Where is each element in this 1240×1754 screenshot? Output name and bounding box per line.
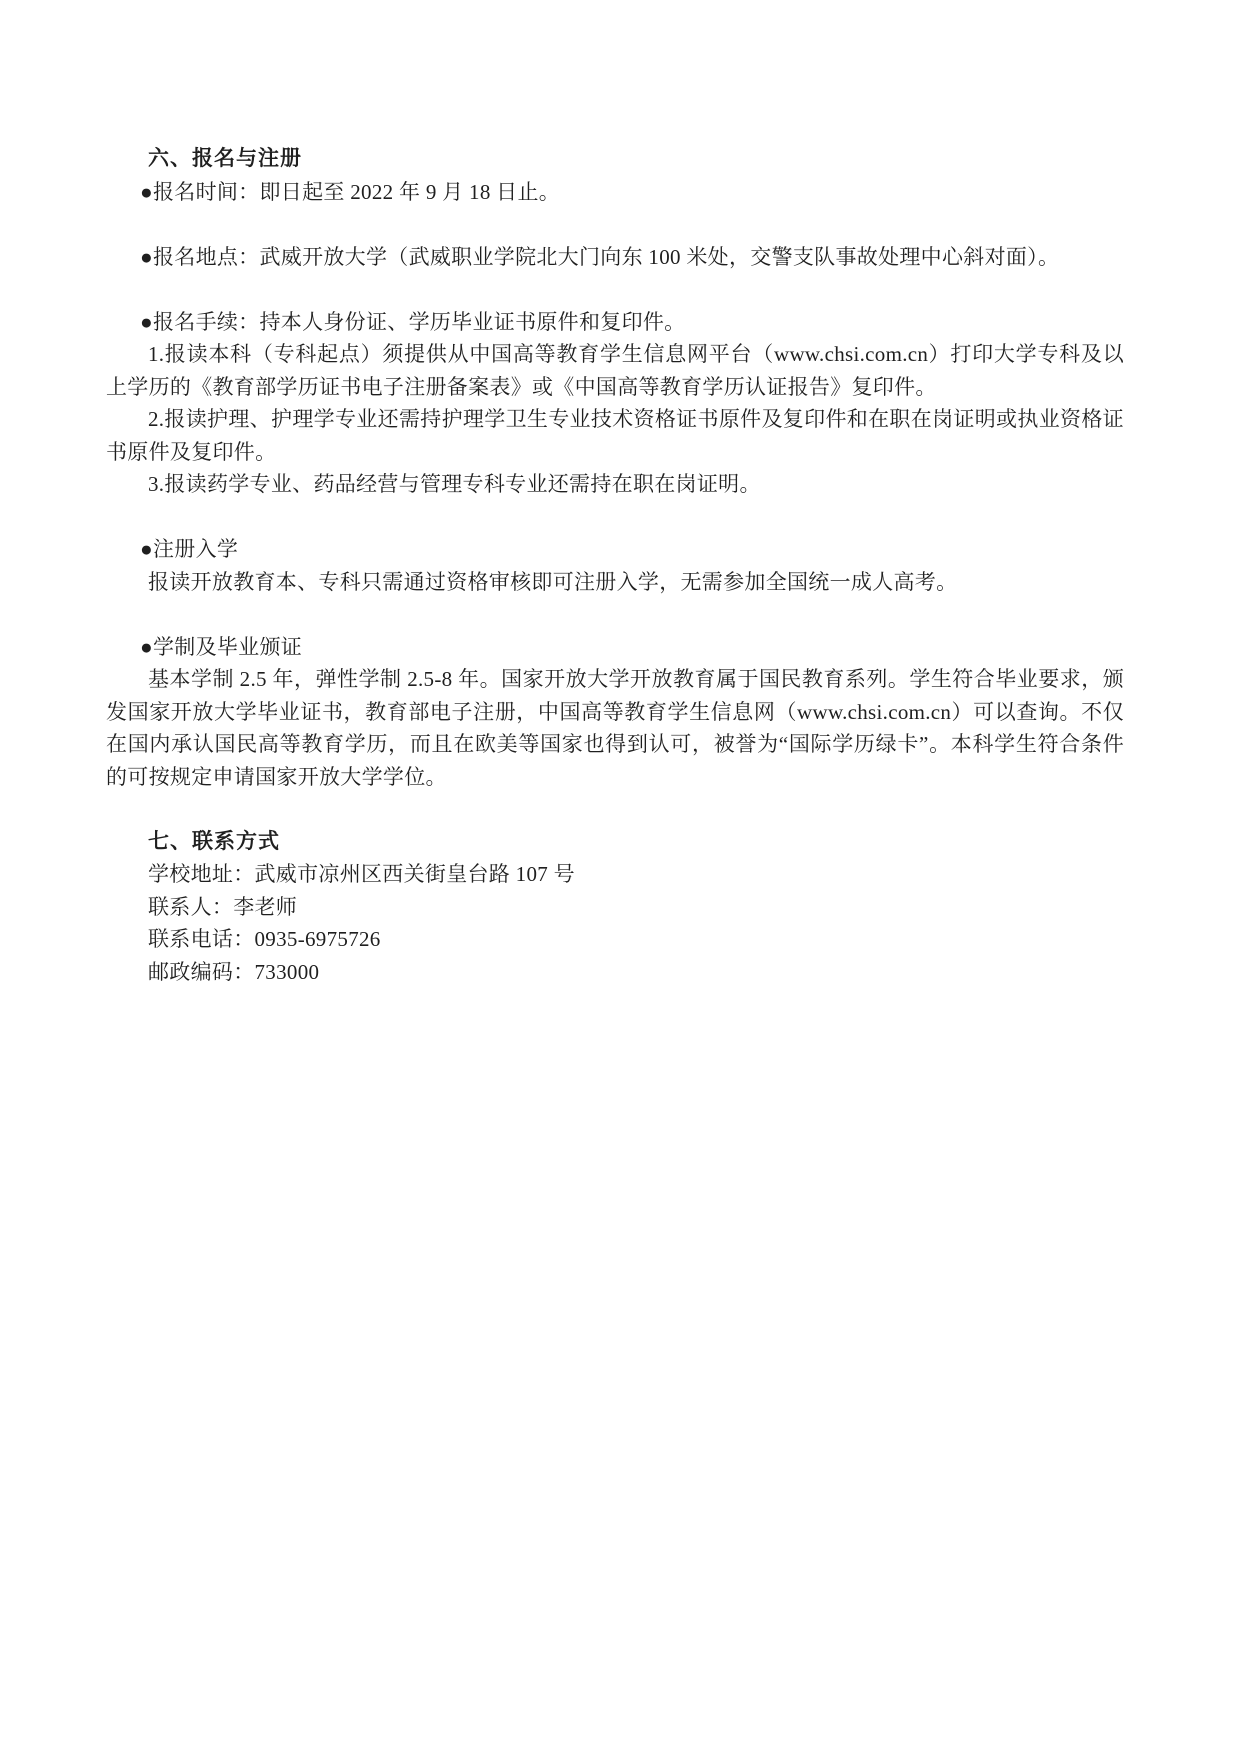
contact-person-line: 联系人：李老师	[148, 894, 298, 919]
procedure-item-1: 1.报读本科（专科起点）须提供从中国高等教育学生信息网平台（www.chsi.com.cn）打印大学专科及以上学历的《教育部学历证书电子注册备案表》或《中国高等教育学历认证报告》复印件。	[106, 342, 1124, 399]
signup-procedure-line: ●报名手续：持本人身份证、学历毕业证书原件和复印件。	[140, 309, 686, 334]
signup-time-line: ●报名时间：即日起至 2022 年 9 月 18 日止。	[140, 179, 561, 204]
blank-line	[106, 273, 1124, 306]
blank-line	[106, 501, 1124, 534]
document-content	[106, 143, 1124, 988]
section7-heading: 七、联系方式	[148, 829, 280, 853]
contact-phone-line: 联系电话：0935-6975726	[148, 927, 381, 951]
schooling-text-paragraph: 基本学制 2.5 年，弹性学制 2.5-8 年。国家开放大学开放教育属于国民教育系列。学生符合毕业要求，颁发国家开放大学毕业证书，教育部电子注册，中国高等教育学生信息网（www.chsi.com.cn）可以查询。不仅在国内承认国民高等教育学历，而且在欧美等国家也得到认可，被誉为“国际学历绿卡”。本科学生符合条件的可按规定申请国家开放大学学位。	[106, 667, 1124, 789]
procedure-item-3: 3.报读药学专业、药品经营与管理专科专业还需持在职在岗证明。	[148, 472, 761, 496]
signup-place-line: ●报名地点：武威开放大学（武威职业学院北大门向东 100 米处，交警支队事故处理中心斜对面）。	[140, 244, 1060, 269]
school-address-line: 学校地址：武威市凉州区西关街皇台路 107 号	[148, 862, 575, 886]
blank-line	[106, 793, 1124, 826]
postal-code-line: 邮政编码：733000	[148, 959, 320, 984]
blank-line	[106, 208, 1124, 241]
schooling-heading-line: ●学制及毕业颁证	[140, 634, 303, 659]
register-heading-line: ●注册入学	[140, 537, 239, 561]
blank-line	[106, 598, 1124, 631]
register-text-line: 报读开放教育本、专科只需通过资格审核即可注册入学，无需参加全国统一成人高考。	[148, 569, 958, 594]
section6-heading: 六、报名与注册	[148, 147, 302, 170]
procedure-item-2: 2.报读护理、护理学专业还需持护理学卫生专业技术资格证书原件及复印件和在职在岗证明或执业资格证书原件及复印件。	[106, 407, 1124, 464]
